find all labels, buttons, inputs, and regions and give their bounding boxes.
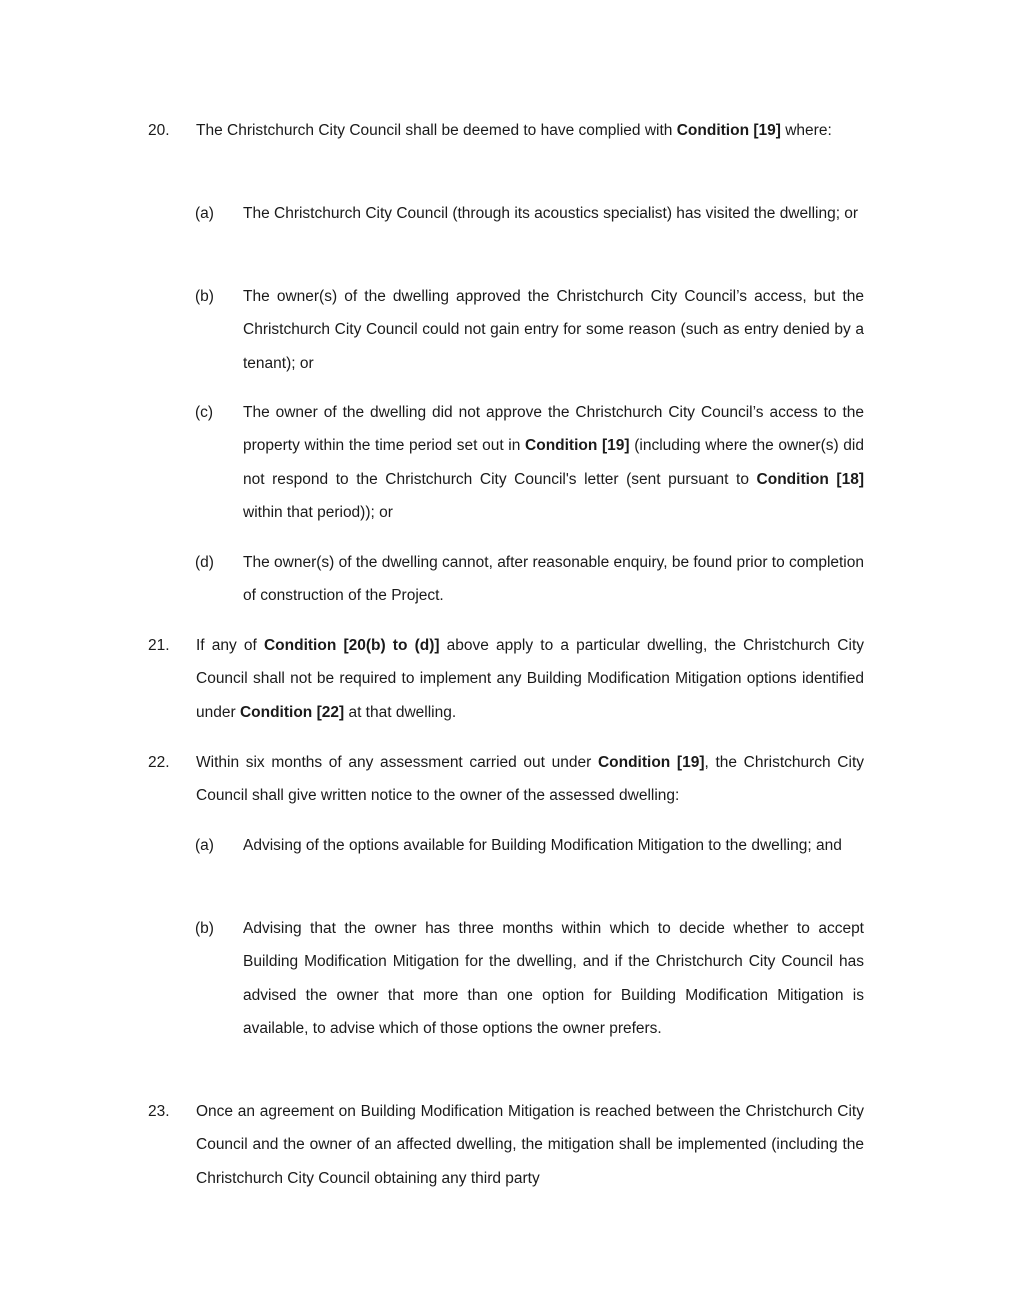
condition-number: 23. (148, 1103, 170, 1120)
subitem-text: The owner(s) of the dwelling approved the Christchurch City Council’s access, but the Christchurch City Council could not gain entry for some reason (such as entry denied by a tenant); or (243, 288, 864, 372)
condition-22-a (195, 829, 864, 862)
subitem-label: (c) (195, 404, 214, 421)
condition-22 (148, 746, 864, 813)
subitem-text: The owner(s) of the dwelling cannot, after reasonable enquiry, be found prior to completion of construction of the Project. (243, 554, 864, 605)
condition-22-b (195, 912, 864, 1045)
condition-20-a (195, 197, 864, 230)
condition-21 (148, 629, 864, 729)
subitem-text: The Christchurch City Council (through its acoustics specialist) has visited the dwelling; or (243, 205, 859, 222)
condition-20-c (195, 396, 864, 529)
subitem-label: (d) (195, 554, 214, 571)
subitem-text: Advising of the options available for Building Modification Mitigation to the dwelling; and (243, 837, 842, 854)
subitem-text: The owner of the dwelling did not approve the Christchurch City Council’s access to the property within the time period set out in Condition [19] (including where the owner(s) did not respond to the Christchurch City Council's letter (sent pursuant to Condition [18] within that period)); or (243, 404, 864, 521)
condition-text: The Christchurch City Council shall be deemed to have complied with Condition [19] where: (196, 122, 832, 139)
condition-text: Once an agreement on Building Modification Mitigation is reached between the Christchurch City Council and the owner of an affected dwelling, the mitigation shall be implemented (including the Christchurch City Council obtaining any third party (196, 1103, 864, 1187)
condition-number: 22. (148, 754, 170, 771)
condition-number: 21. (148, 637, 170, 654)
subitem-label: (b) (195, 920, 214, 937)
condition-number: 20. (148, 122, 170, 139)
subitem-label: (b) (195, 288, 214, 305)
subitem-label: (a) (195, 205, 214, 222)
condition-text: If any of Condition [20(b) to (d)] above apply to a particular dwelling, the Christchurch City Council shall not be required to implement any Building Modification Mitigation options identified under Condition [22] at that dwelling. (196, 637, 865, 721)
condition-20-b (195, 280, 864, 380)
condition-text: Within six months of any assessment carried out under Condition [19], the Christchurch City Council shall give written notice to the owner of the assessed dwelling: (196, 754, 865, 805)
condition-23 (148, 1095, 864, 1195)
subitem-label: (a) (195, 837, 214, 854)
condition-20-d (195, 546, 864, 613)
condition-20 (148, 114, 864, 147)
subitem-text: Advising that the owner has three months within which to decide whether to accept Building Modification Mitigation for the dwelling, and if the Christchurch City Council has advised the owner that more than one option for Building Modification Mitigation is available, to advise which of those options the owner prefers. (243, 920, 864, 1037)
